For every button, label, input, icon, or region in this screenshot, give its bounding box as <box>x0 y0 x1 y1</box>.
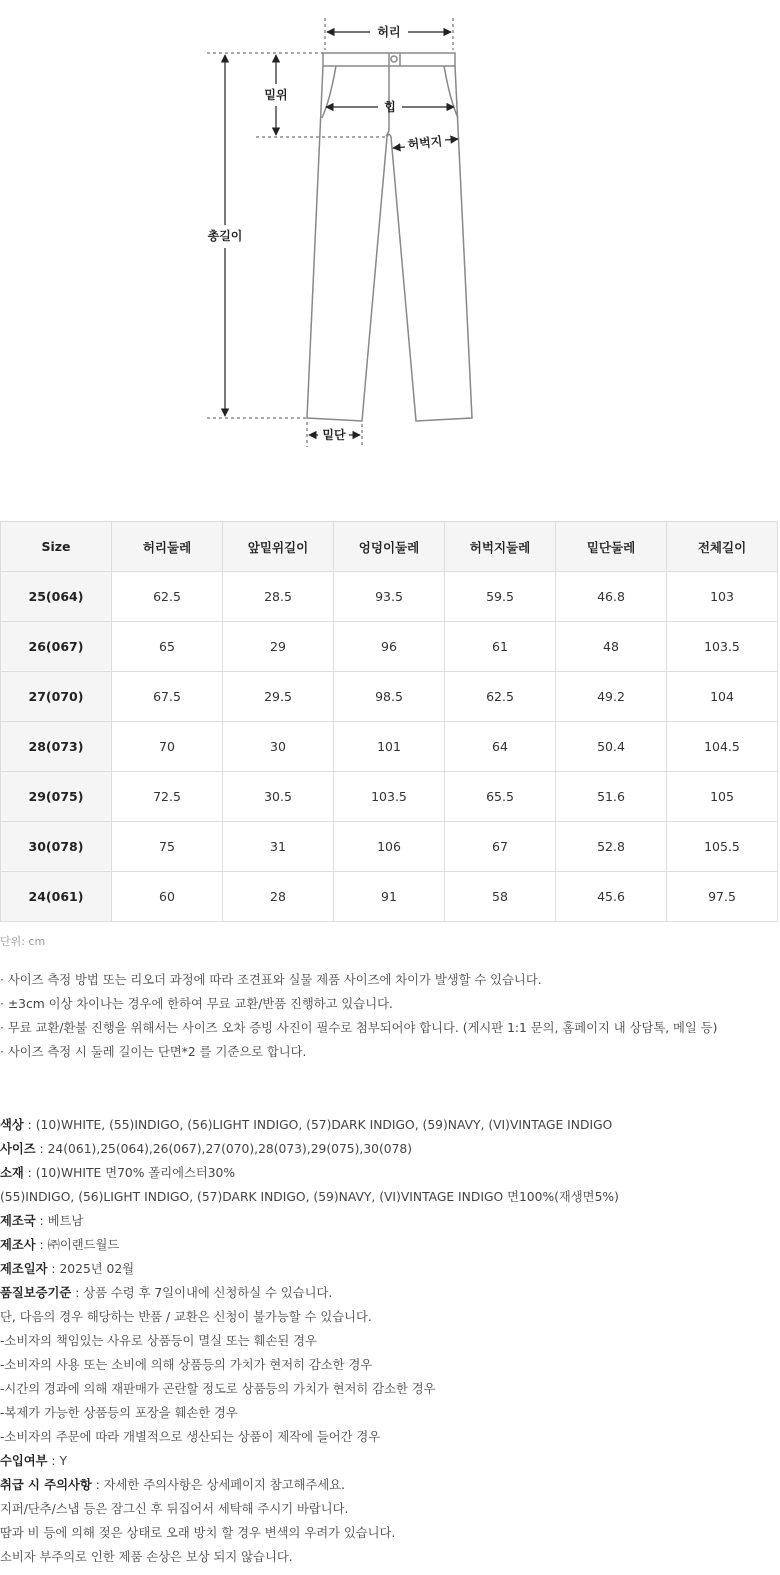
measurement-cell: 58 <box>445 872 556 922</box>
measurement-cell: 103 <box>667 572 778 622</box>
measurement-cell: 51.6 <box>556 772 667 822</box>
measurement-cell: 98.5 <box>334 672 445 722</box>
measurement-cell: 60 <box>112 872 223 922</box>
spec-line <box>0 1453 619 1477</box>
product-info-section <box>0 1117 619 1573</box>
spec-line <box>0 1549 619 1573</box>
spec-line <box>0 1477 619 1501</box>
measurement-cell: 104.5 <box>667 722 778 772</box>
table-row <box>1 672 778 722</box>
spec-value: : ㈜이랜드월드 <box>35 1238 120 1252</box>
size-cell: 26(067) <box>1 622 112 672</box>
spec-line <box>0 1525 619 1549</box>
spec-value: 단, 다음의 경우 해당하는 반품 / 교환은 신청이 불가능할 수 있습니다. <box>0 1310 372 1324</box>
pants-measurement-diagram <box>0 0 780 470</box>
spec-line <box>0 1165 619 1189</box>
measurement-cell: 62.5 <box>112 572 223 622</box>
spec-label: 소재 <box>0 1166 24 1180</box>
column-header: 밑단둘레 <box>556 522 667 572</box>
spec-label: 사이즈 <box>0 1142 36 1156</box>
spec-line <box>0 1285 619 1309</box>
measurement-cell: 61 <box>445 622 556 672</box>
measurement-cell: 64 <box>445 722 556 772</box>
column-header: 허벅지둘레 <box>445 522 556 572</box>
measurement-cell: 67 <box>445 822 556 872</box>
column-header: Size <box>1 522 112 572</box>
measurement-cell: 62.5 <box>445 672 556 722</box>
measurement-cell: 101 <box>334 722 445 772</box>
label-hip: 힙 <box>384 100 396 114</box>
table-row <box>1 822 778 872</box>
spec-value: : Y <box>47 1454 67 1468</box>
measurement-cell: 67.5 <box>112 672 223 722</box>
column-header: 앞밑위길이 <box>223 522 334 572</box>
spec-line <box>0 1405 619 1429</box>
spec-line <box>0 1381 619 1405</box>
spec-line <box>0 1213 619 1237</box>
spec-label: 제조일자 <box>0 1262 48 1276</box>
spec-value: -소비자의 책임있는 사유로 상품등이 멸실 또는 훼손된 경우 <box>0 1334 317 1348</box>
measurement-cell: 70 <box>112 722 223 772</box>
size-notes-list <box>0 972 717 1068</box>
spec-line <box>0 1429 619 1453</box>
measurement-cell: 49.2 <box>556 672 667 722</box>
note-item: · 무료 교환/환불 진행을 위해서는 사이즈 오차 증빙 사진이 필수로 첨부되어야 합니다. (게시판 1:1 문의, 홈페이지 내 상담톡, 메일 등) <box>0 1021 718 1035</box>
spec-value: : 자세한 주의사항은 상세페이지 참고해주세요. <box>91 1478 346 1492</box>
note-item: · 사이즈 측정 시 둘레 길이는 단면*2 를 기준으로 합니다. <box>0 1045 307 1059</box>
measure-arrows <box>225 32 458 435</box>
size-cell: 30(078) <box>1 822 112 872</box>
spec-line <box>0 1141 619 1165</box>
measurement-cell: 65.5 <box>445 772 556 822</box>
guide-lines <box>207 18 453 447</box>
measurement-cell: 29.5 <box>223 672 334 722</box>
measurement-cell: 28 <box>223 872 334 922</box>
spec-line <box>0 1261 619 1285</box>
measurement-cell: 30 <box>223 722 334 772</box>
spec-label: 제조국 <box>0 1214 36 1228</box>
measurement-cell: 46.8 <box>556 572 667 622</box>
measurement-cell: 91 <box>334 872 445 922</box>
spec-line <box>0 1501 619 1525</box>
measurement-cell: 103.5 <box>667 622 778 672</box>
table-row <box>1 572 778 622</box>
measurement-cell: 45.6 <box>556 872 667 922</box>
label-hem: 밑단 <box>322 428 346 442</box>
measurement-cell: 72.5 <box>112 772 223 822</box>
spec-value: -소비자의 사용 또는 소비에 의해 상품등의 가치가 현저히 감소한 경우 <box>0 1358 373 1372</box>
unit-note: 단위: cm <box>0 935 46 948</box>
note-item: · ±3cm 이상 차이나는 경우에 한하여 무료 교환/반품 진행하고 있습니다. <box>0 997 393 1011</box>
measurement-cell: 48 <box>556 622 667 672</box>
note-item: · 사이즈 측정 방법 또는 리오더 과정에 따라 조견표와 실물 제품 사이즈에 차이가 발생할 수 있습니다. <box>0 973 542 987</box>
spec-value: 땀과 비 등에 의해 젖은 상태로 오래 방치 할 경우 변색의 우려가 있습니다. <box>0 1526 396 1540</box>
size-cell: 24(061) <box>1 872 112 922</box>
label-total-length: 총길이 <box>207 229 243 243</box>
spec-line <box>0 1117 619 1141</box>
spec-value: : 상품 수령 후 7일이내에 신청하실 수 있습니다. <box>71 1286 333 1300</box>
measurement-cell: 106 <box>334 822 445 872</box>
measurement-cell: 103.5 <box>334 772 445 822</box>
spec-label: 품질보증기준 <box>0 1286 72 1300</box>
spec-value: 지퍼/단추/스냅 등은 잠그신 후 뒤집어서 세탁해 주시기 바랍니다. <box>0 1502 349 1516</box>
measurement-cell: 59.5 <box>445 572 556 622</box>
measurement-cell: 104 <box>667 672 778 722</box>
spec-value: : (10)WHITE 면70% 폴리에스터30% <box>23 1166 236 1180</box>
size-cell: 29(075) <box>1 772 112 822</box>
column-header: 엉덩이둘레 <box>334 522 445 572</box>
measurement-cell: 105 <box>667 772 778 822</box>
table-row <box>1 622 778 672</box>
spec-value: -복제가 가능한 상품등의 포장을 훼손한 경우 <box>0 1406 238 1420</box>
measurement-cell: 75 <box>112 822 223 872</box>
size-cell: 25(064) <box>1 572 112 622</box>
label-rise: 밑위 <box>264 88 288 102</box>
measurement-cell: 97.5 <box>667 872 778 922</box>
measurement-cell: 31 <box>223 822 334 872</box>
spec-label: 색상 <box>0 1118 24 1132</box>
size-cell: 28(073) <box>1 722 112 772</box>
measurement-cell: 105.5 <box>667 822 778 872</box>
table-header-row <box>1 522 778 572</box>
spec-line <box>0 1357 619 1381</box>
spec-value: : 베트남 <box>35 1214 84 1228</box>
spec-value: : (10)WHITE, (55)INDIGO, (56)LIGHT INDIGO, (57)DARK INDIGO, (59)NAVY, (VI)VINTAGE INDIGO <box>23 1118 613 1132</box>
size-table <box>0 521 778 922</box>
table-row <box>1 772 778 822</box>
table-row <box>1 722 778 772</box>
column-header: 전체길이 <box>667 522 778 572</box>
spec-line <box>0 1333 619 1357</box>
spec-value: -소비자의 주문에 따라 개별적으로 생산되는 상품이 제작에 들어간 경우 <box>0 1430 381 1444</box>
measurement-cell: 30.5 <box>223 772 334 822</box>
column-header: 허리둘레 <box>112 522 223 572</box>
label-thigh: 허벅지 <box>406 134 444 152</box>
measurement-cell: 29 <box>223 622 334 672</box>
measurement-cell: 50.4 <box>556 722 667 772</box>
measurement-cell: 52.8 <box>556 822 667 872</box>
size-cell: 27(070) <box>1 672 112 722</box>
spec-value: -시간의 경과에 의해 재판매가 곤란할 정도로 상품등의 가치가 현저히 감소한 경우 <box>0 1382 436 1396</box>
measurement-cell: 65 <box>112 622 223 672</box>
spec-value: : 2025년 02월 <box>47 1262 135 1276</box>
spec-value: 소비자 부주의로 인한 제품 손상은 보상 되지 않습니다. <box>0 1550 293 1564</box>
measurement-cell: 28.5 <box>223 572 334 622</box>
spec-label: 제조사 <box>0 1238 36 1252</box>
spec-value: (55)INDIGO, (56)LIGHT INDIGO, (57)DARK INDIGO, (59)NAVY, (VI)VINTAGE INDIGO 면100%(재생면5%) <box>0 1190 619 1204</box>
label-waist: 허리 <box>377 25 401 39</box>
spec-line <box>0 1189 619 1213</box>
spec-line <box>0 1237 619 1261</box>
spec-label: 수입여부 <box>0 1454 48 1468</box>
table-row <box>1 872 778 922</box>
spec-line <box>0 1309 619 1333</box>
measurement-cell: 96 <box>334 622 445 672</box>
spec-label: 취급 시 주의사항 <box>0 1478 92 1492</box>
spec-value: : 24(061),25(064),26(067),27(070),28(073),29(075),30(078) <box>35 1142 413 1156</box>
measurement-cell: 93.5 <box>334 572 445 622</box>
